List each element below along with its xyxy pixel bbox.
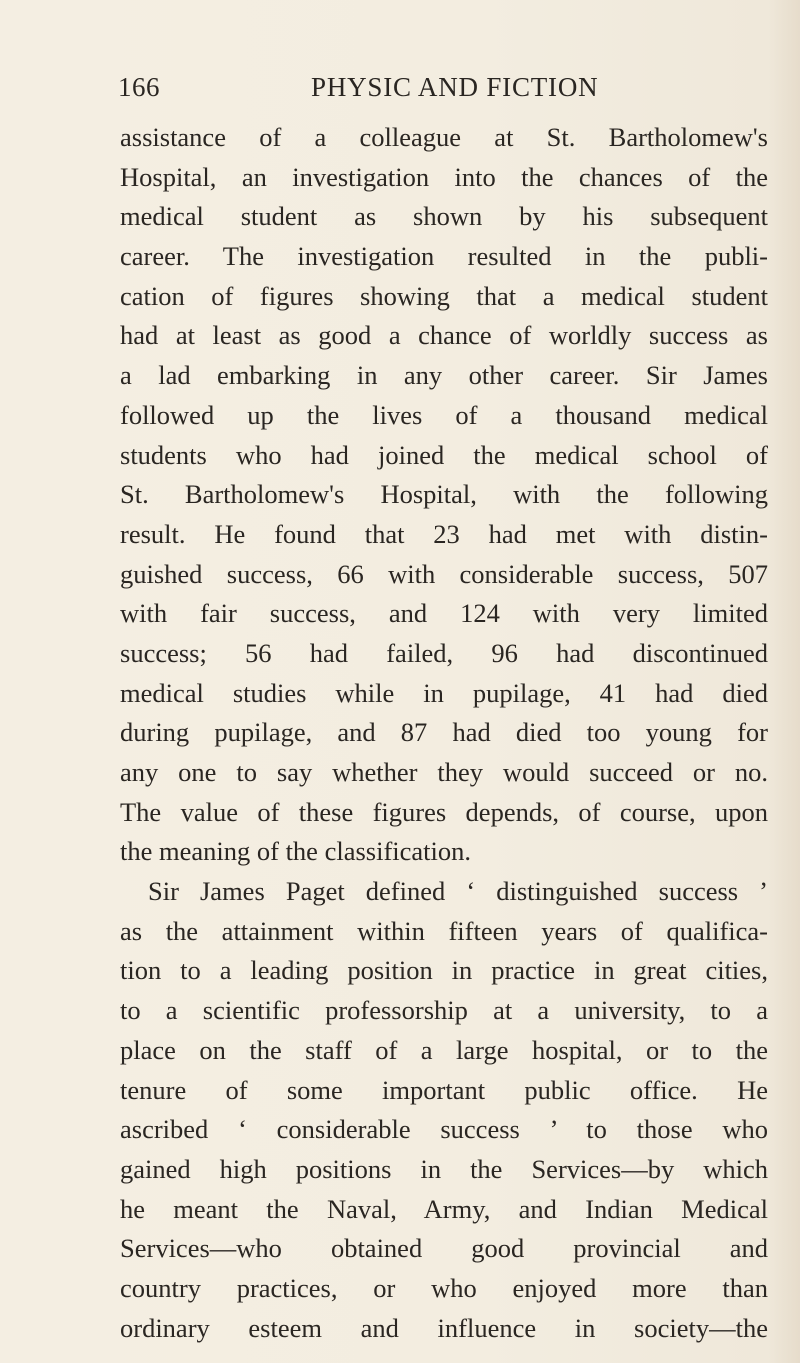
text-line: result. He found that 23 had met with distin- [120, 518, 768, 549]
text-line: to a scientific professorship at a university, to a [120, 995, 768, 1026]
text-line: country practices, or who enjoyed more than [120, 1272, 768, 1303]
running-title: PHYSIC AND FICTION [311, 72, 599, 102]
text-line: St. Bartholomew's Hospital, with the following [120, 479, 768, 510]
text-line: medical studies while in pupilage, 41 had died [120, 677, 768, 708]
text-line: with fair success, and 124 with very limited [120, 598, 768, 629]
text-line: as the attainment within fifteen years of qualifica- [120, 915, 768, 946]
body-text [120, 118, 768, 1348]
text-line: during pupilage, and 87 had died too young for [120, 717, 768, 748]
text-line: medical student as shown by his subsequent [120, 201, 768, 232]
text-line: a lad embarking in any other career. Sir James [120, 360, 768, 391]
text-line: career. The investigation resulted in the publi- [120, 241, 768, 272]
page-header [118, 72, 770, 108]
text-line: guished success, 66 with considerable success, 507 [120, 558, 768, 589]
text-line: followed up the lives of a thousand medical [120, 399, 768, 430]
text-line: The value of these figures depends, of course, upon [120, 796, 768, 827]
text-line: ordinary esteem and influence in society—the [120, 1312, 768, 1343]
text-line: place on the staff of a large hospital, or to the [120, 1034, 768, 1065]
text-line: he meant the Naval, Army, and Indian Medical [120, 1193, 768, 1224]
text-line: Services—who obtained good provincial and [120, 1233, 768, 1264]
text-line: tion to a leading position in practice in great cities, [120, 955, 768, 986]
text-line: cation of figures showing that a medical student [120, 280, 768, 311]
text-line: any one to say whether they would succeed or no. [120, 757, 768, 787]
text-line: assistance of a colleague at St. Bartholomew's [120, 122, 768, 152]
text-line: had at least as good a chance of worldly success as [120, 320, 768, 351]
text-line: gained high positions in the Services—by which [120, 1153, 768, 1184]
text-line: success; 56 had failed, 96 had discontinued [120, 637, 768, 668]
text-line: ascribed ‘ considerable success ’ to those who [120, 1114, 768, 1145]
text-line: students who had joined the medical school of [120, 439, 768, 470]
page-number: 166 [118, 72, 160, 102]
text-line: tenure of some important public office. He [120, 1074, 768, 1105]
text-line: the meaning of the classification. [120, 836, 472, 867]
text-line-paragraph-start: Sir James Paget defined ‘ distinguished success ’ [148, 876, 768, 907]
text-line: Hospital, an investigation into the chances of the [120, 161, 768, 192]
